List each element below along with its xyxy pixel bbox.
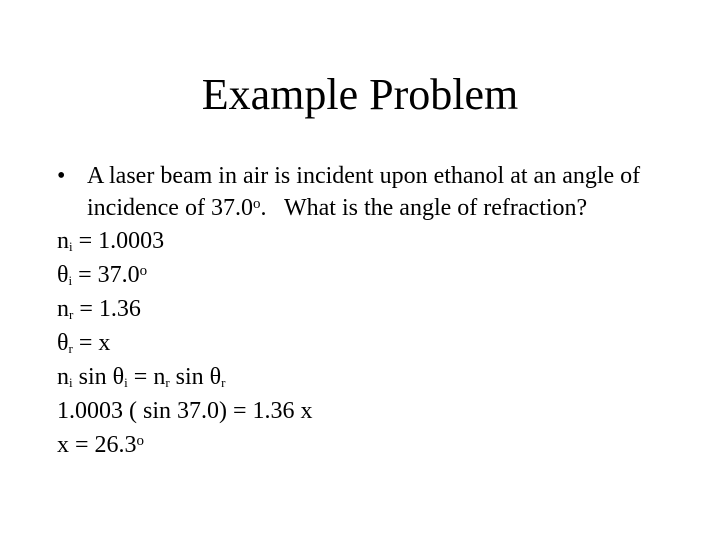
n-symbol: n — [57, 296, 69, 322]
n-symbol: n — [57, 364, 69, 390]
slide-title: Example Problem — [201, 70, 519, 119]
theta-symbol: θ — [57, 330, 69, 356]
degree-symbol: o — [136, 433, 145, 449]
subscript-r: r — [165, 375, 170, 390]
n-i-value: = 1.0003 — [72, 228, 165, 254]
theta-r-value: = x — [72, 330, 111, 356]
n-r-value: = 1.36 — [73, 296, 141, 322]
theta-i-value: = 37.0 — [72, 262, 140, 288]
subscript-i: i — [69, 375, 73, 390]
question-ask-text: . What is the angle of refraction? — [260, 195, 588, 221]
bullet-question — [57, 160, 697, 224]
question-text — [87, 160, 697, 224]
given-theta-i — [57, 258, 697, 292]
degree-symbol: o — [252, 196, 261, 212]
subscript-r: r — [221, 375, 226, 390]
theta-symbol: θ — [57, 262, 69, 288]
question-line-1: A laser beam in air is incident upon ethanol at an angle of — [87, 163, 641, 189]
slide-body — [57, 160, 697, 462]
n-symbol: n — [57, 228, 69, 254]
substitution-line: 1.0003 ( sin 37.0) = 1.36 x — [57, 398, 313, 424]
subscript-i: i — [124, 375, 128, 390]
theta-symbol: θ — [209, 364, 222, 390]
sin-text: sin — [169, 364, 210, 390]
given-n-i — [57, 224, 697, 258]
sin-text: sin — [72, 364, 113, 390]
subscript-r: r — [69, 307, 74, 322]
theta-symbol: θ — [112, 364, 125, 390]
subscript-r: r — [68, 341, 73, 356]
bullet-marker: • — [57, 163, 66, 189]
equals-sign: = — [127, 364, 154, 390]
unknown-theta-r — [57, 326, 697, 360]
question-line-2 — [87, 195, 587, 221]
answer-value: x = 26.3 — [57, 432, 137, 458]
subscript-i: i — [68, 273, 73, 288]
degree-symbol: o — [139, 263, 148, 279]
question-incidence-text: incidence of 37.0 — [87, 195, 253, 221]
n-symbol: n — [153, 364, 166, 390]
snells-law-equation — [57, 360, 697, 394]
given-n-r — [57, 292, 697, 326]
subscript-i: i — [69, 239, 73, 254]
answer-line — [57, 428, 697, 462]
